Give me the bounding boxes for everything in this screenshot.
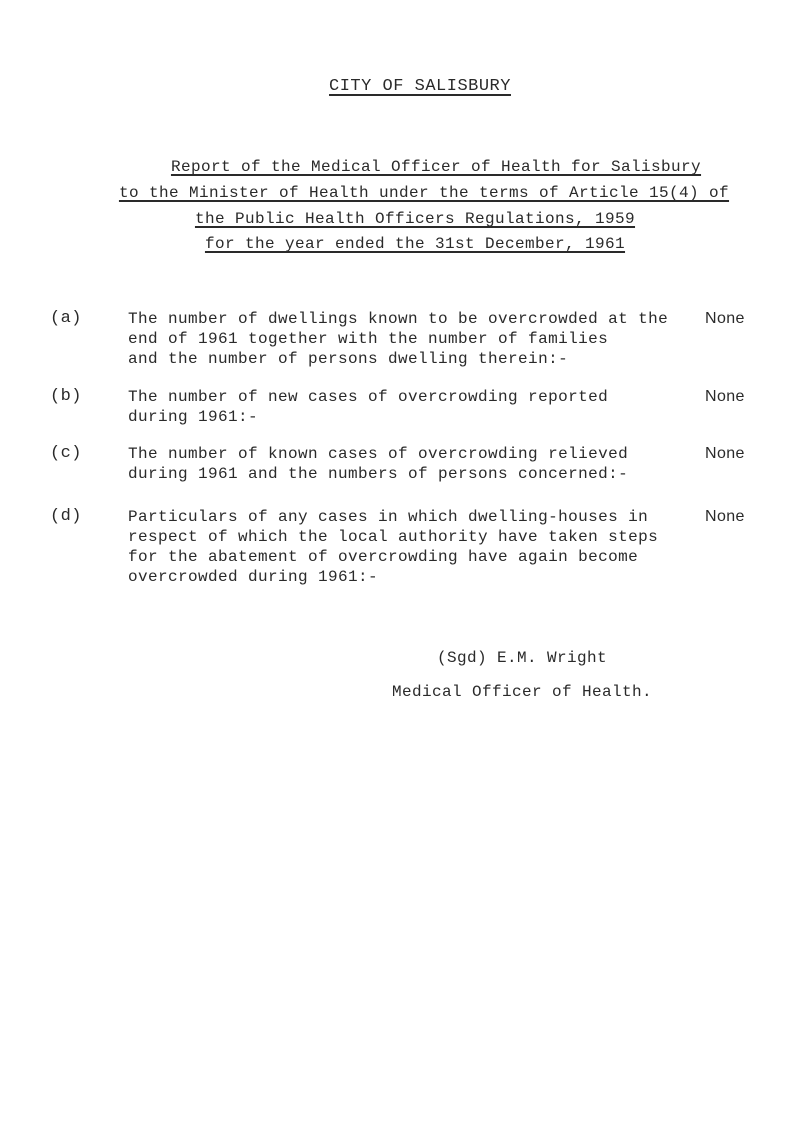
item-value: None bbox=[705, 508, 745, 525]
item-value: None bbox=[705, 445, 745, 462]
item-a bbox=[50, 309, 770, 373]
item-text bbox=[128, 309, 728, 369]
item-text-line: Particulars of any cases in which dwelling-houses in bbox=[128, 508, 649, 526]
item-marker: (a) bbox=[50, 309, 82, 328]
item-b bbox=[50, 387, 770, 429]
report-heading-line-3: the Public Health Officers Regulations, 1959 bbox=[194, 210, 636, 228]
item-c bbox=[50, 444, 770, 486]
item-text-line: end of 1961 together with the number of families bbox=[128, 330, 609, 348]
report-heading-line-4: for the year ended the 31st December, 1961 bbox=[204, 235, 626, 253]
item-text bbox=[128, 444, 728, 484]
item-text-line: respect of which the local authority have taken steps bbox=[128, 528, 659, 546]
item-text-line: during 1961:- bbox=[128, 408, 259, 426]
item-text-line: The number of new cases of overcrowding reported bbox=[128, 388, 609, 406]
report-heading-line-2: to the Minister of Health under the terms of Article 15(4) of bbox=[118, 184, 730, 202]
item-text-line: and the number of persons dwelling therein:- bbox=[128, 350, 569, 368]
item-text bbox=[128, 507, 728, 587]
item-marker: (b) bbox=[50, 387, 82, 406]
item-text-line: during 1961 and the numbers of persons concerned:- bbox=[128, 465, 629, 483]
report-heading-line-1: Report of the Medical Officer of Health for Salisbury bbox=[170, 158, 702, 176]
signature-role: Medical Officer of Health. bbox=[392, 683, 653, 701]
item-marker: (c) bbox=[50, 444, 82, 463]
item-text-line: The number of known cases of overcrowding relieved bbox=[128, 445, 629, 463]
item-marker: (d) bbox=[50, 507, 82, 526]
item-value: None bbox=[705, 310, 745, 327]
item-d bbox=[50, 507, 770, 595]
signature: (Sgd) E.M. Wright bbox=[437, 649, 608, 667]
item-text bbox=[128, 387, 728, 427]
item-text-line: for the abatement of overcrowding have again become bbox=[128, 548, 639, 566]
item-value: None bbox=[705, 388, 745, 405]
document-title: CITY OF SALISBURY bbox=[329, 77, 511, 96]
item-text-line: The number of dwellings known to be overcrowded at the bbox=[128, 310, 669, 328]
item-text-line: overcrowded during 1961:- bbox=[128, 568, 379, 586]
